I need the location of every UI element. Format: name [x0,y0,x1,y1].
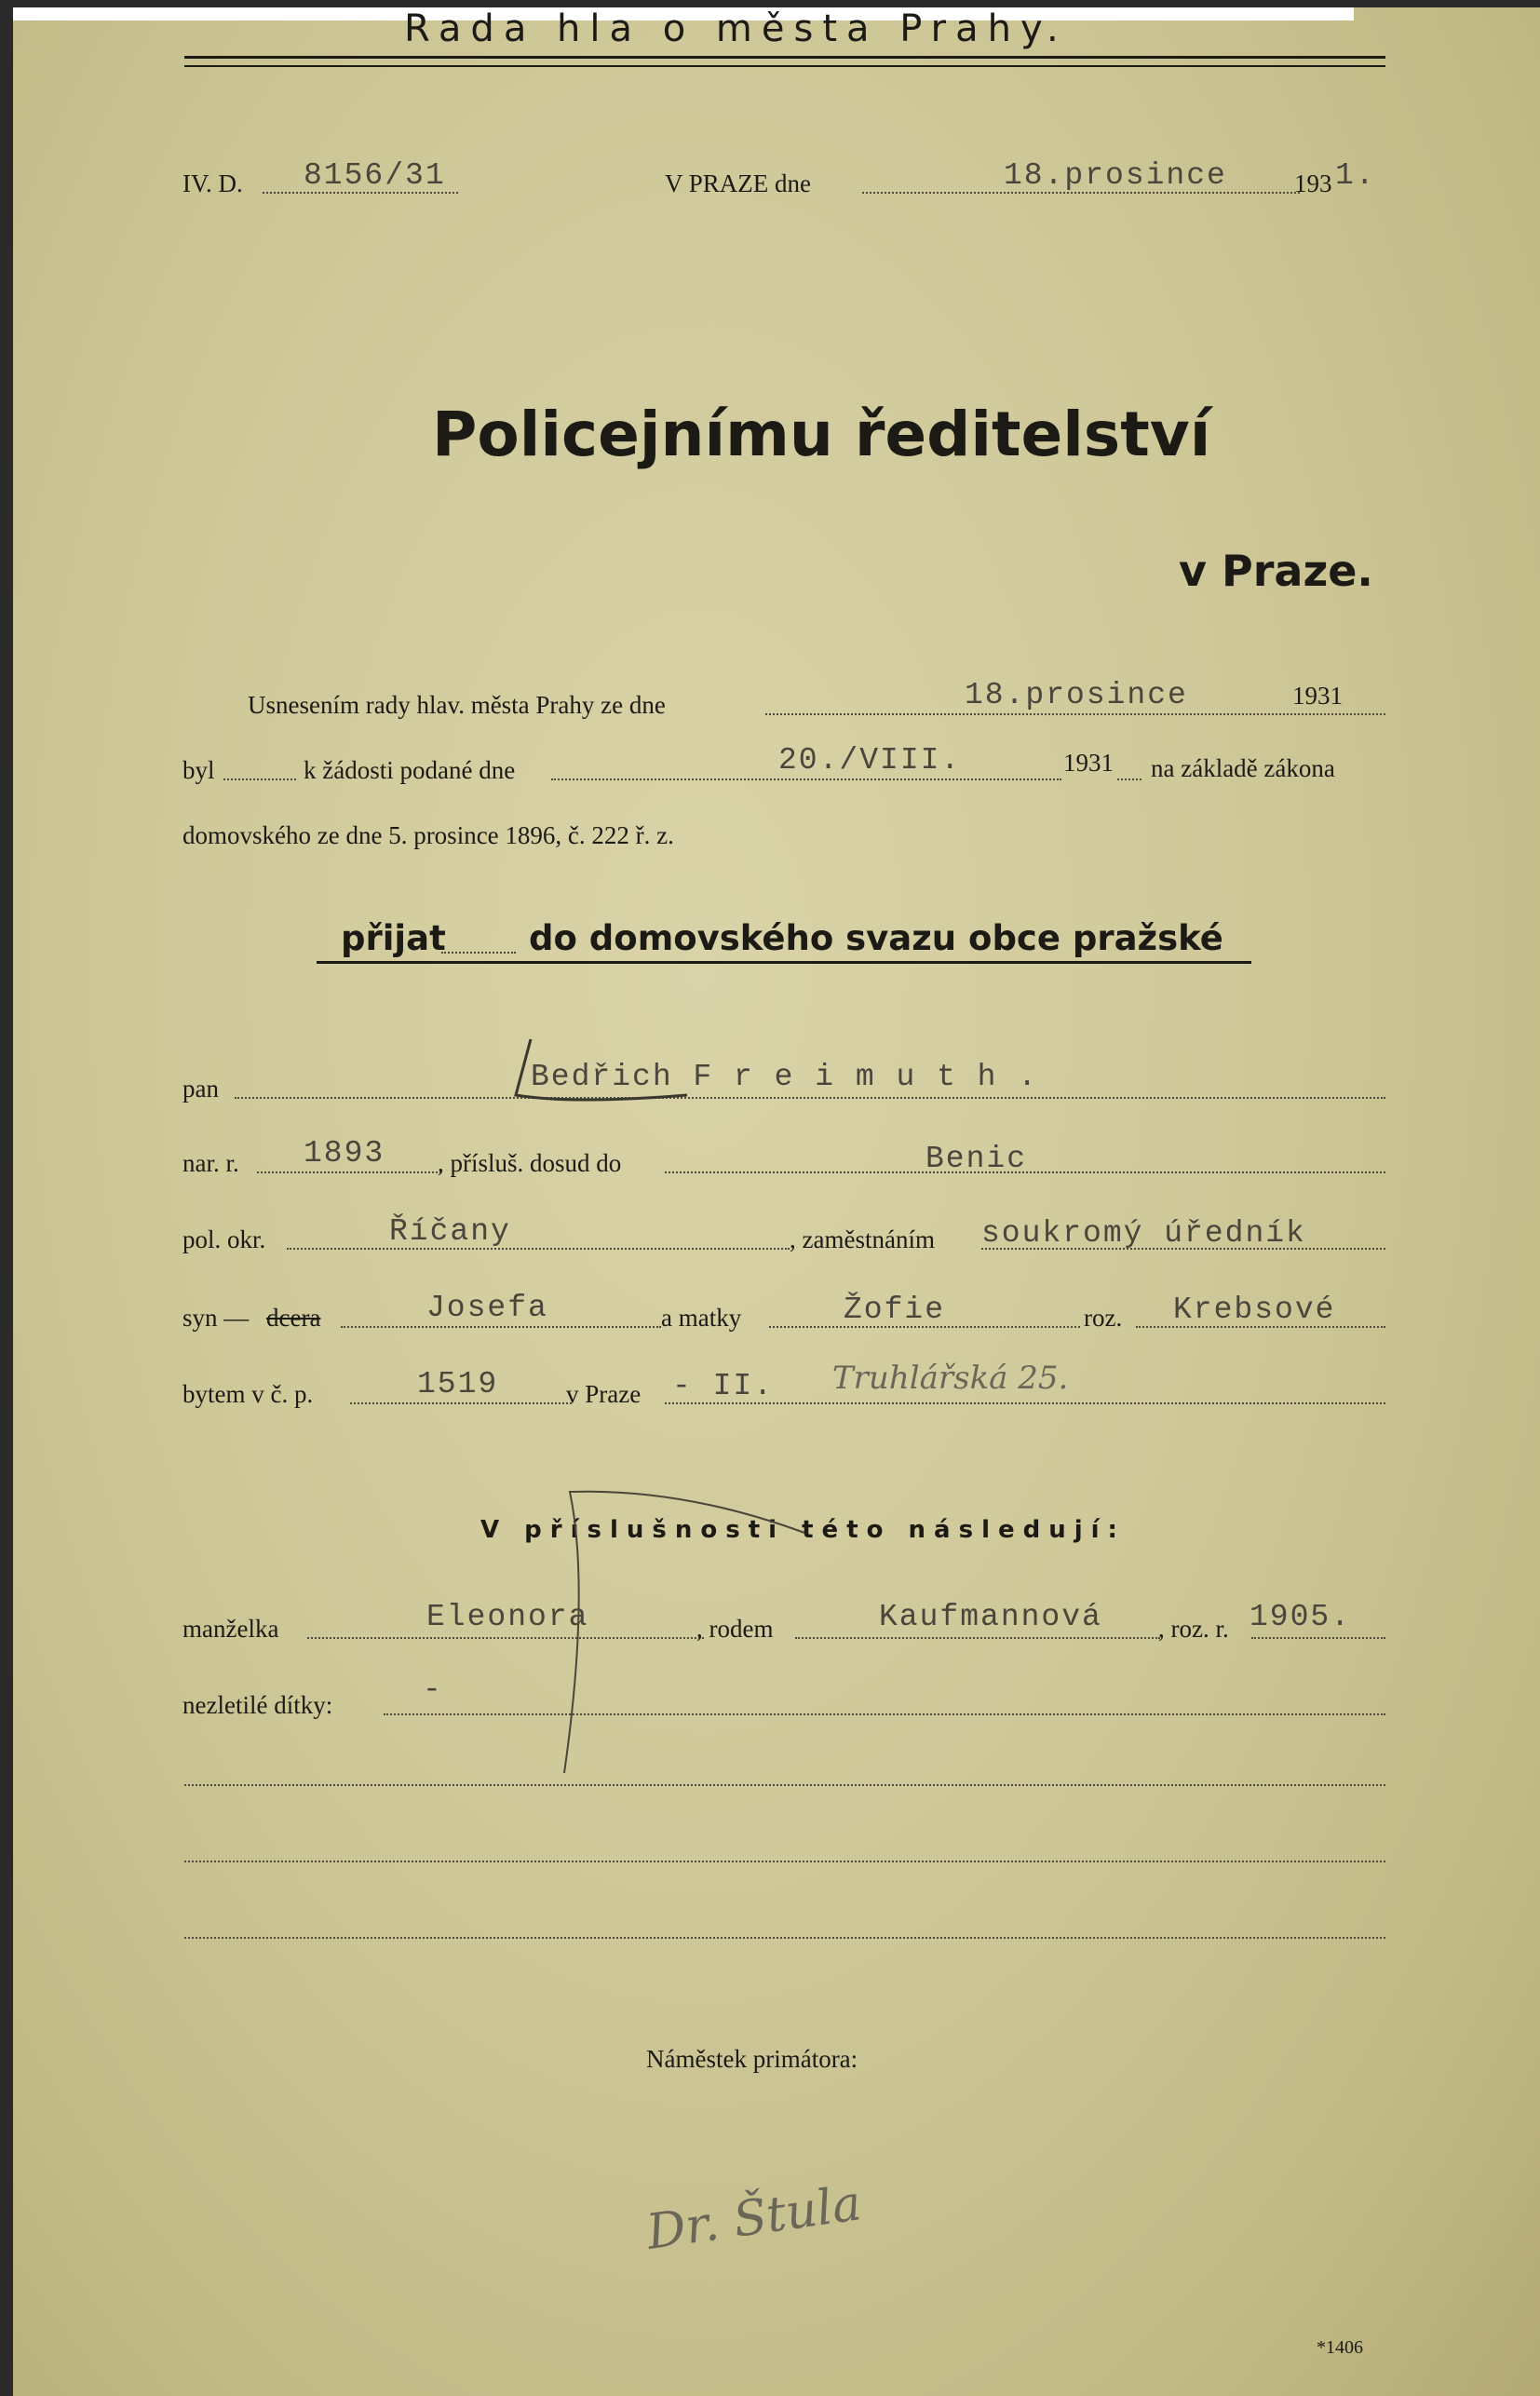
wife-label: manželka [182,1615,279,1643]
job: soukromý úředník [981,1216,1306,1251]
page-subtitle: v Praze. [1179,546,1373,596]
document-page [13,7,1540,2396]
belong-place: Benic [925,1142,1028,1176]
wife-name: Eleonora [426,1600,589,1634]
job-label: , zaměstnáním [790,1225,935,1253]
belong-label: , přísluš. dosud do [438,1149,622,1177]
office-header: Rada hla o města Prahy. [404,7,1068,50]
ref-year-printed: 193 [1294,169,1332,197]
ref-year-typed: 1. [1335,158,1376,193]
prague-label: v Praze [566,1380,642,1408]
ref-prefix: IV. D. [182,169,243,197]
son-label: syn — [182,1304,250,1332]
district-label: pol. okr. [182,1225,266,1253]
mother-name: Žofie [844,1293,946,1327]
daughter-struck: dcera [266,1304,321,1332]
born-year: 1893 [304,1136,385,1171]
pan-label: pan [182,1075,219,1103]
wife-born-label: , roz. r. [1158,1615,1229,1643]
street-handwritten: Truhlářská 25. [832,1360,1069,1397]
law-citation: domovského ze dne 5. prosince 1896, č. 222 ř. z. [182,821,674,849]
maiden-label: roz. [1084,1304,1123,1332]
resolution-date: 18.prosince [965,678,1188,712]
byl-label: byl [182,756,215,784]
resolution-label: Usnesením rady hlav. města Prahy ze dne [248,691,666,719]
signature: Dr. Štula [642,2175,865,2261]
request-label: k žádosti podané dne [304,756,516,784]
address-label: bytem v č. p. [182,1380,314,1408]
page-title: Policejnímu ředitelství [432,399,1211,470]
accepted-word: přijat [341,918,446,958]
wife-born: 1905. [1250,1600,1352,1634]
nee-label: , rodem [696,1615,774,1643]
person-name: Bedřich F r e i m u t h . [531,1060,1039,1094]
place-label: V PRAZE dne [665,169,812,197]
pencil-bracket-name [516,1039,687,1100]
mother-label: a matky [661,1304,742,1332]
ref-number: 8156/31 [304,158,446,193]
children-value: - [423,1672,443,1707]
accepted-text: do domovského svazu obce pražské [529,918,1223,958]
father-name: Josefa [426,1291,548,1325]
request-date: 20./VIII. [778,743,962,778]
house-number: 1519 [417,1367,499,1401]
district-number: - II. [672,1369,775,1403]
resolution-year: 1931 [1292,682,1343,710]
district: Říčany [389,1214,511,1249]
request-year: 1931 [1063,749,1114,777]
form-number: *1406 [1317,2337,1363,2358]
ref-date: 18.prosince [1004,158,1227,193]
family-heading: V příslušnosti této následují: [480,1516,1126,1544]
signature-label: Náměstek primátora: [646,2045,858,2073]
wife-maiden: Kaufmannová [879,1600,1102,1634]
maiden-name: Krebsové [1173,1293,1336,1327]
law-label: na základě zákona [1151,754,1335,782]
children-label: nezletilé dítky: [182,1691,333,1719]
pencil-bracket-family [564,1492,804,1773]
pencil-marks [13,7,1540,2396]
born-label: nar. r. [182,1149,239,1177]
